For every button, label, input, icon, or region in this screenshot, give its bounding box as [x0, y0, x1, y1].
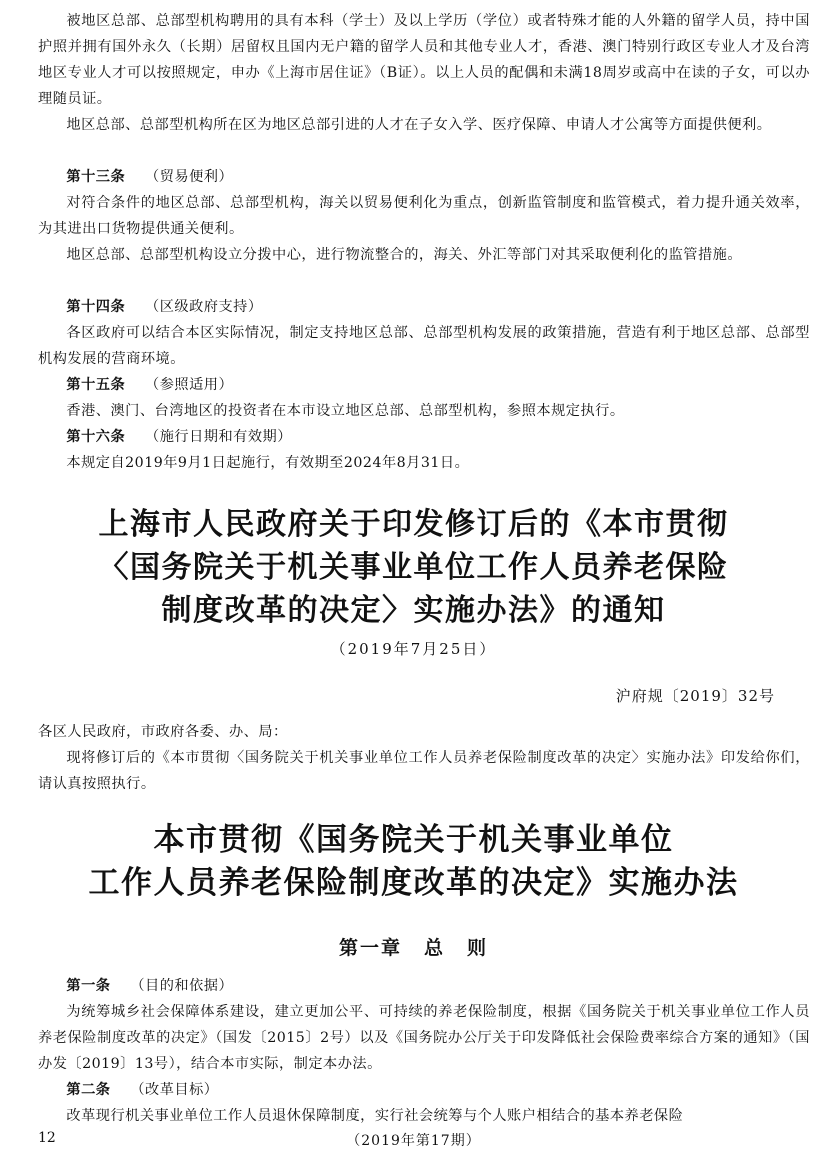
- article-13-heading: [38, 164, 233, 190]
- page-number: 12: [38, 1130, 56, 1146]
- chapter-title-char: 总: [423, 937, 445, 959]
- paragraph-district-support: 各区政府可以结合本区实际情况，制定支持地区总部、总部型机构发展的政策措施，营造有利于地区总部、总部型机构发展的营商环境。: [38, 325, 810, 367]
- addressee-line: 各区人民政府，市政府各委、办、局：: [38, 724, 288, 740]
- article-number: 第十五条: [66, 377, 126, 393]
- measure-title: [0, 819, 827, 905]
- notice-body: 现将修订后的《本市贯彻〈国务院关于机关事业单位工作人员养老保险制度改革的决定〉实施办法》印发给你们，请认真按照执行。: [38, 750, 810, 792]
- article-14-heading: [38, 294, 263, 320]
- chapter-title-char: 则: [467, 937, 489, 959]
- paragraph-reform-goal: 改革现行机关事业单位工作人员退休保障制度，实行社会统筹与个人账户相结合的基本养老保险: [66, 1108, 684, 1124]
- article-number: 第十三条: [66, 169, 126, 185]
- paragraph-trade-facilitation: 对符合条件的地区总部、总部型机构，海关以贸易便利化为重点，创新监管制度和监管模式，着力提升通关效率，为其进出口货物提供通关便利。: [38, 195, 810, 237]
- paragraph-reference-application: 香港、澳门、台湾地区的投资者在本市设立地区总部、总部型机构，参照本规定执行。: [66, 403, 625, 419]
- notice-title-line: 上海市人民政府关于印发修订后的《本市贯彻: [98, 507, 729, 542]
- chapter-heading: [0, 933, 827, 960]
- measure-title-line: 本市贯彻《国务院关于机关事业单位: [153, 822, 674, 858]
- document-number: 沪府规〔2019〕32号: [615, 687, 775, 705]
- notice-date: （2019年7月25日）: [330, 640, 497, 658]
- article-2-heading: [38, 1077, 218, 1103]
- notice-title-line: 〈国务院关于机关事业单位工作人员养老保险: [98, 550, 729, 585]
- article-15-heading: [38, 372, 233, 398]
- paragraph-residence-permit: 被地区总部、总部型机构聘用的具有本科（学士）及以上学历（学位）或者特殊才能的人外籍的留学人员，持中国护照并拥有国外永久（长期）居留权且国内无户籍的留学人员和其他专业人才，香港、澳门特别行政区专业人才及台湾地区专业人才可以按照规定，申办《上海市居住证》（B证）。以上人员的配偶和未满18周岁或高中在读的子女，可以办理随员证。: [38, 13, 810, 107]
- chapter-number: 第一章: [338, 937, 402, 959]
- paragraph-distribution-center: 地区总部、总部型机构设立分拨中心，进行物流整合的，海关、外汇等部门对其采取便利化的监管措施。: [66, 247, 743, 263]
- article-number: 第一条: [66, 978, 111, 994]
- paragraph-effective-date: 本规定自2019年9月1日起施行，有效期至2024年8月31日。: [66, 455, 470, 471]
- article-number: 第十六条: [66, 429, 126, 445]
- article-number: 第二条: [66, 1082, 111, 1098]
- article-subtitle: （施行日期和有效期）: [145, 429, 292, 445]
- article-number: 第十四条: [66, 299, 126, 315]
- issue-number: （2019年第17期）: [346, 1133, 481, 1149]
- notice-title: [0, 503, 827, 632]
- notice-title-line: 制度改革的决定〉实施办法》的通知: [161, 593, 666, 628]
- paragraph-purpose-basis: 为统筹城乡社会保障体系建设，建立更加公平、可持续的养老保险制度，根据《国务院关于机关事业单位工作人员养老保险制度改革的决定》（国发〔2015〕2号）以及《国务院办公厅关于印发降低社会保险费率综合方案的通知》（国办发〔2019〕13号），结合本市实际，制定本办法。: [38, 1004, 810, 1072]
- article-subtitle: （区级政府支持）: [145, 299, 263, 315]
- article-16-heading: [38, 424, 292, 450]
- article-subtitle: （目的和依据）: [130, 978, 234, 994]
- measure-title-line: 工作人员养老保险制度改革的决定》实施办法: [88, 865, 739, 901]
- article-subtitle: （贸易便利）: [145, 169, 234, 185]
- article-1-heading: [38, 973, 233, 999]
- article-subtitle: （参照适用）: [145, 377, 234, 393]
- paragraph-talent-support: 地区总部、总部型机构所在区为地区总部引进的人才在子女入学、医疗保障、申请人才公寓等方面提供便利。: [66, 117, 772, 133]
- article-subtitle: （改革目标）: [130, 1082, 219, 1098]
